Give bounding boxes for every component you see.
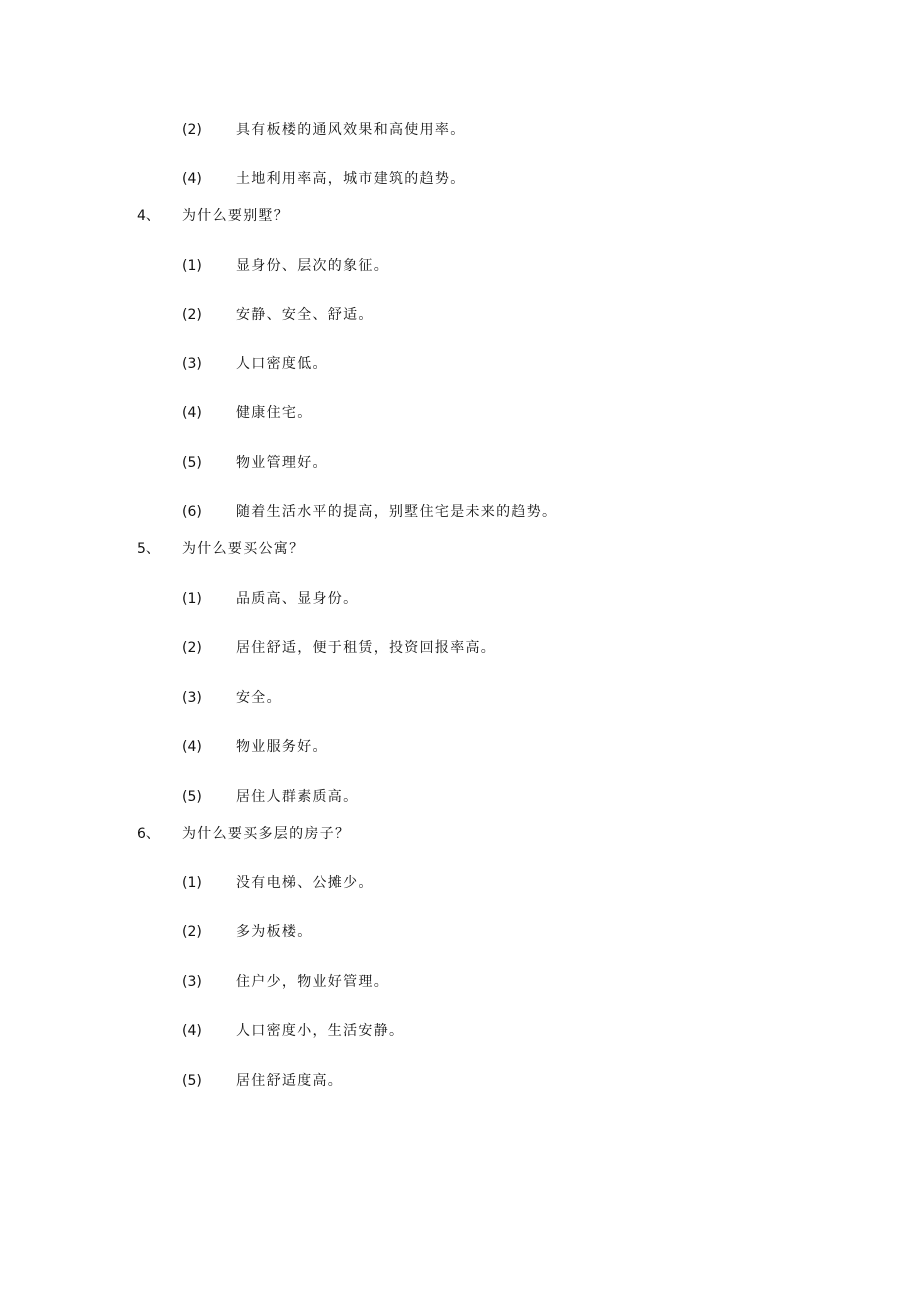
question-title: 为什么要买多层的房子？ — [182, 826, 351, 842]
item-text: 居住人群素质高。 — [236, 789, 359, 805]
item-number: (1) — [182, 591, 202, 607]
item-number: (4) — [182, 171, 202, 187]
item-number: (3) — [182, 974, 202, 990]
question-number: 5、 — [137, 541, 160, 557]
item-text: 人口密度小，生活安静。 — [236, 1023, 405, 1039]
item-number: (5) — [182, 1073, 202, 1089]
item-number: (3) — [182, 690, 202, 706]
question-title: 为什么要别墅？ — [182, 208, 290, 224]
item-text: 物业服务好。 — [236, 739, 328, 755]
item-text: 住户少，物业好管理。 — [236, 974, 389, 990]
item-number: (1) — [182, 875, 202, 891]
question-number: 6、 — [137, 826, 160, 842]
item-number: (4) — [182, 405, 202, 421]
item-number: (5) — [182, 455, 202, 471]
item-text: 显身份、层次的象征。 — [236, 258, 389, 274]
item-text: 居住舒适，便于租赁，投资回报率高。 — [236, 640, 497, 656]
item-text: 多为板楼。 — [236, 924, 313, 940]
item-text: 健康住宅。 — [236, 405, 313, 421]
question-title: 为什么要买公寓？ — [182, 541, 305, 557]
question-number: 4、 — [137, 208, 160, 224]
item-number: (2) — [182, 924, 202, 940]
item-text: 居住舒适度高。 — [236, 1073, 344, 1089]
item-text: 具有板楼的通风效果和高使用率。 — [236, 122, 466, 138]
item-number: (2) — [182, 307, 202, 323]
item-text: 人口密度低。 — [236, 356, 328, 372]
item-text: 安静、安全、舒适。 — [236, 307, 374, 323]
item-text: 安全。 — [236, 690, 282, 706]
item-text: 品质高、显身份。 — [236, 591, 359, 607]
item-number: (4) — [182, 1023, 202, 1039]
item-text: 物业管理好。 — [236, 455, 328, 471]
item-number: (5) — [182, 789, 202, 805]
item-number: (2) — [182, 122, 202, 138]
item-number: (4) — [182, 739, 202, 755]
item-number: (6) — [182, 504, 202, 520]
item-number: (3) — [182, 356, 202, 372]
item-number: (2) — [182, 640, 202, 656]
item-text: 土地利用率高，城市建筑的趋势。 — [236, 171, 466, 187]
item-text: 随着生活水平的提高，别墅住宅是未来的趋势。 — [236, 504, 558, 520]
item-number: (1) — [182, 258, 202, 274]
item-text: 没有电梯、公摊少。 — [236, 875, 374, 891]
